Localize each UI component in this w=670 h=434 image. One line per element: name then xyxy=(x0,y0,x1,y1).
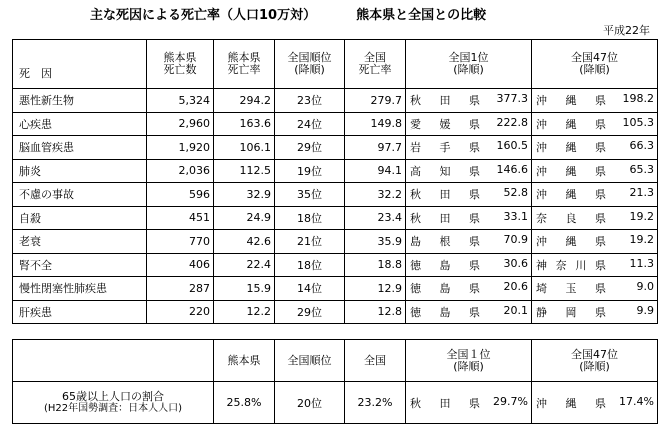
cell-top1-value: 30.6 xyxy=(503,256,528,270)
cell-cause: 自殺 xyxy=(13,206,147,230)
cell-cause: 不慮の事故 xyxy=(13,183,147,207)
cell-top47 xyxy=(532,253,658,277)
cell-top1-value: 146.6 xyxy=(496,162,528,176)
row-label-sub: (H22年国勢調査：日本人人口) xyxy=(43,402,183,414)
table-row xyxy=(13,183,658,207)
header-rate: 熊本県 死亡率 xyxy=(214,40,275,89)
cell-rank: 18位 xyxy=(275,206,345,230)
cell-top1-value: 222.8 xyxy=(496,115,528,129)
cell-top47 xyxy=(532,230,658,254)
table-row xyxy=(13,253,658,277)
cell-rank: 29位 xyxy=(275,136,345,160)
cell-national: 35.9 xyxy=(345,230,406,254)
cell-national: 32.2 xyxy=(345,183,406,207)
mortality-table xyxy=(12,39,658,324)
cell-top1-pref: 愛媛県 xyxy=(410,117,480,131)
cell-rate: 42.6 xyxy=(214,230,275,254)
cell-rate: 112.5 xyxy=(214,159,275,183)
header-top1: 全国1位 (降順) xyxy=(406,40,532,89)
cell-deaths: 5,324 xyxy=(147,89,214,113)
cell-rank: 24位 xyxy=(275,112,345,136)
cell-top1-pref: 秋田県 xyxy=(410,396,480,410)
cell-national: 94.1 xyxy=(345,159,406,183)
cell-top47-pref: 沖縄県 xyxy=(536,141,606,155)
header-kumamoto: 熊本県 xyxy=(214,340,275,382)
era-label: 平成22年 xyxy=(603,24,650,37)
cell-top47 xyxy=(532,300,658,324)
cell-top1-value: 377.3 xyxy=(496,92,528,106)
cell-national: 18.8 xyxy=(345,253,406,277)
cell-top1-pref: 秋田県 xyxy=(410,94,480,108)
cell-top47-pref: 沖縄県 xyxy=(536,94,606,108)
cell-top47 xyxy=(532,89,658,113)
cell-top47 xyxy=(532,183,658,207)
cell-top1-pref: 高知県 xyxy=(410,164,480,178)
cell-top1-pref: 徳島県 xyxy=(410,258,480,272)
cell-deaths: 406 xyxy=(147,253,214,277)
cell-rate: 12.2 xyxy=(214,300,275,324)
cell-cause: 腎不全 xyxy=(13,253,147,277)
cell-top47 xyxy=(532,277,658,301)
header-top47: 全国47位 (降順) xyxy=(532,40,658,89)
cell-national: 12.9 xyxy=(345,277,406,301)
cell-deaths: 2,960 xyxy=(147,112,214,136)
cell-top47-pref: 埼玉県 xyxy=(536,282,606,296)
cell-top1-value: 29.7% xyxy=(493,394,528,408)
cell-kumamoto: 25.8% xyxy=(214,382,275,424)
cell-national: 97.7 xyxy=(345,136,406,160)
cell-top47 xyxy=(532,112,658,136)
cell-top47-value: 198.2 xyxy=(622,92,654,106)
cell-top47-value: 65.3 xyxy=(629,162,654,176)
cell-top47-value: 66.3 xyxy=(629,139,654,153)
cell-rank: 23位 xyxy=(275,89,345,113)
cell-rate: 22.4 xyxy=(214,253,275,277)
cell-top1 xyxy=(406,112,532,136)
table-row xyxy=(13,112,658,136)
cell-deaths: 1,920 xyxy=(147,136,214,160)
cell-top47-pref: 沖縄県 xyxy=(536,164,606,178)
cell-top47-pref: 神奈川県 xyxy=(536,258,606,272)
table-row xyxy=(13,159,658,183)
table-row xyxy=(13,300,658,324)
cell-deaths: 287 xyxy=(147,277,214,301)
cell-top47-pref: 沖縄県 xyxy=(536,396,606,410)
header-national: 全国 xyxy=(345,340,406,382)
cell-top1 xyxy=(406,89,532,113)
header-row xyxy=(13,40,658,89)
cell-top1 xyxy=(406,230,532,254)
cell-rank: 21位 xyxy=(275,230,345,254)
cell-top1-pref: 秋田県 xyxy=(410,211,480,225)
cell-rank: 18位 xyxy=(275,253,345,277)
cell-cause: 脳血管疾患 xyxy=(13,136,147,160)
header-top47: 全国47位 (降順) xyxy=(532,340,658,382)
cell-top1 xyxy=(406,136,532,160)
cell-top1-value: 70.9 xyxy=(503,233,528,247)
table-row xyxy=(13,136,658,160)
cell-top1 xyxy=(406,382,532,424)
cell-top47-value: 19.2 xyxy=(629,209,654,223)
cell-top1-pref: 島根県 xyxy=(410,235,480,249)
cell-rate: 15.9 xyxy=(214,277,275,301)
cell-rate: 163.6 xyxy=(214,112,275,136)
cell-top1 xyxy=(406,206,532,230)
table-row xyxy=(13,382,658,424)
cell-top47 xyxy=(532,159,658,183)
cell-deaths: 451 xyxy=(147,206,214,230)
cell-top47-pref: 沖縄県 xyxy=(536,235,606,249)
row-label: 65歳以上人口の割合 xyxy=(62,389,164,403)
cell-top1-pref: 秋田県 xyxy=(410,188,480,202)
cell-top1 xyxy=(406,183,532,207)
elderly-ratio-table xyxy=(12,339,658,424)
title-main: 主な死因による死亡率（人口10万対） xyxy=(90,8,317,23)
cell-top47-pref: 奈良県 xyxy=(536,211,606,225)
cell-cause: 慢性閉塞性肺疾患 xyxy=(13,277,147,301)
cell-rate: 106.1 xyxy=(214,136,275,160)
header-cause: 死 因 xyxy=(13,40,147,89)
cell-top47-pref: 沖縄県 xyxy=(536,188,606,202)
header-rank: 全国順位 (降順) xyxy=(275,40,345,89)
row-label-cell xyxy=(13,382,214,424)
header-deaths: 熊本県 死亡数 xyxy=(147,40,214,89)
cell-top1 xyxy=(406,253,532,277)
header-row xyxy=(13,340,658,382)
table-row xyxy=(13,206,658,230)
cell-top47-value: 9.9 xyxy=(636,303,654,317)
header-national: 全国 死亡率 xyxy=(345,40,406,89)
page-title xyxy=(90,4,486,23)
table-row xyxy=(13,230,658,254)
table-row xyxy=(13,277,658,301)
cell-top47-value: 17.4% xyxy=(619,394,654,408)
cell-top47-value: 11.3 xyxy=(629,256,654,270)
cell-top47-value: 105.3 xyxy=(622,115,654,129)
cell-top1 xyxy=(406,159,532,183)
cell-top1 xyxy=(406,300,532,324)
cell-rank: 14位 xyxy=(275,277,345,301)
cell-cause: 肝疾患 xyxy=(13,300,147,324)
header-top1: 全国１位 (降順) xyxy=(406,340,532,382)
cell-top1 xyxy=(406,277,532,301)
cell-rank: 29位 xyxy=(275,300,345,324)
cell-top47 xyxy=(532,382,658,424)
cell-top47-value: 9.0 xyxy=(636,280,654,294)
header-rank: 全国順位 xyxy=(275,340,345,382)
cell-national: 23.2% xyxy=(345,382,406,424)
cell-rank: 35位 xyxy=(275,183,345,207)
cell-deaths: 2,036 xyxy=(147,159,214,183)
cell-top1-value: 20.1 xyxy=(503,303,528,317)
cell-rate: 32.9 xyxy=(214,183,275,207)
header-blank xyxy=(13,340,214,382)
cell-top1-pref: 徳島県 xyxy=(410,305,480,319)
cell-rank: 20位 xyxy=(275,382,345,424)
cell-cause: 心疾患 xyxy=(13,112,147,136)
cell-top47-value: 21.3 xyxy=(629,186,654,200)
cell-national: 12.8 xyxy=(345,300,406,324)
cell-rank: 19位 xyxy=(275,159,345,183)
cell-deaths: 770 xyxy=(147,230,214,254)
cell-top1-pref: 徳島県 xyxy=(410,282,480,296)
cell-top47-pref: 静岡県 xyxy=(536,305,606,319)
table-row xyxy=(13,89,658,113)
cell-top1-pref: 岩手県 xyxy=(410,141,480,155)
cell-deaths: 596 xyxy=(147,183,214,207)
cell-top1-value: 52.8 xyxy=(503,186,528,200)
cell-top47 xyxy=(532,206,658,230)
cell-top1-value: 160.5 xyxy=(496,139,528,153)
title-sub: 熊本県と全国との比較 xyxy=(356,8,487,23)
cell-rate: 24.9 xyxy=(214,206,275,230)
cell-cause: 悪性新生物 xyxy=(13,89,147,113)
cell-top47-pref: 沖縄県 xyxy=(536,117,606,131)
cell-top1-value: 33.1 xyxy=(503,209,528,223)
cell-national: 23.4 xyxy=(345,206,406,230)
cell-cause: 老衰 xyxy=(13,230,147,254)
cell-deaths: 220 xyxy=(147,300,214,324)
cell-top1-value: 20.6 xyxy=(503,280,528,294)
cell-top47-value: 19.2 xyxy=(629,233,654,247)
cell-national: 149.8 xyxy=(345,112,406,136)
cell-rate: 294.2 xyxy=(214,89,275,113)
cell-top47 xyxy=(532,136,658,160)
cell-national: 279.7 xyxy=(345,89,406,113)
cell-cause: 肺炎 xyxy=(13,159,147,183)
